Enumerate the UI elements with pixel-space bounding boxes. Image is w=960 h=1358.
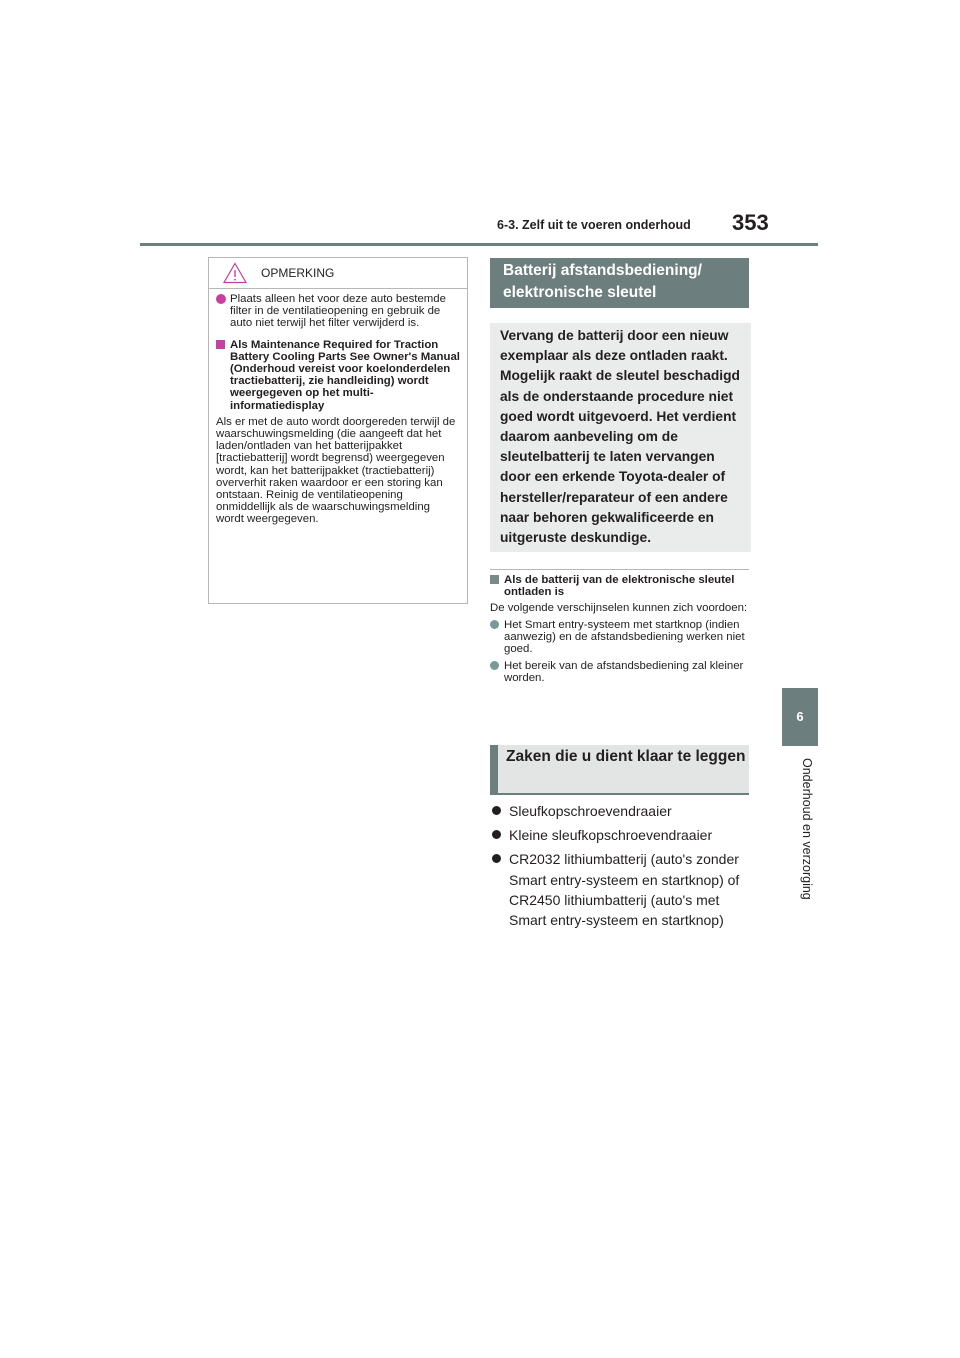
bullet-dot-icon <box>492 830 501 839</box>
battery-section-title: Batterij afstandsbediening/ elektronische sleutel <box>490 258 749 308</box>
bullet-dot-icon <box>492 806 501 815</box>
bullet-dot-icon <box>492 854 501 863</box>
warning-triangle-icon <box>223 262 247 284</box>
list-item <box>490 825 752 845</box>
notice-header <box>209 258 467 289</box>
chapter-tab[interactable]: 6 <box>782 688 818 746</box>
discharged-heading <box>490 574 748 598</box>
notice-bullet <box>216 293 460 330</box>
bullet-dot-icon <box>490 661 499 670</box>
discharged-intro: De volgende verschijnselen kunnen zich voordoen: <box>490 602 748 614</box>
list-item-text: Het bereik van de afstandsbediening zal kleiner worden. <box>504 660 744 684</box>
battery-intro: Vervang de batterij door een nieuw exemplaar als deze ontladen raakt. Mogelijk raakt de sleutel beschadigd als de onderstaande procedure niet goed wordt uitgevoerd. Het verdient daarom aanbeveling om de sleutelbatterij te laten vervangen door een erkende Toyota-dealer of hersteller/reparateur of een andere naar behoren gekwalificeerde en uitgeruste deskundige. <box>490 323 751 552</box>
list-item <box>490 619 748 655</box>
chapter-title: Onderhoud en verzorging <box>800 758 814 900</box>
discharged-heading-text: Als de batterij van de elektronische sleutel ontladen is <box>504 574 735 598</box>
square-bullet-icon <box>490 575 499 584</box>
section-title: 6-3. Zelf uit te voeren onderhoud <box>497 218 691 232</box>
notice-box <box>208 257 468 604</box>
notice-body <box>216 293 460 526</box>
bullet-dot-icon <box>490 620 499 629</box>
list-item <box>490 849 752 930</box>
list-item-text: Sleufkopschroevendraaier <box>509 803 672 819</box>
notice-heading-text: Als Maintenance Required for Traction Battery Cooling Parts See Owner's Manual (Onderhoud vereist voor koelonderdelen tractiebatterij, zie handleiding) wordt weergegeven op het multi-informatiedisplay <box>230 338 460 412</box>
notice-bullet-text: Plaats alleen het voor deze auto bestemde filter in de ventilatieopening en gebruik de auto niet terwijl het filter verwijderd is. <box>230 293 446 330</box>
tools-list <box>490 801 752 934</box>
square-bullet-icon <box>216 340 225 349</box>
list-item-text: Kleine sleufkopschroevendraaier <box>509 827 713 844</box>
list-item-text: CR2032 lithiumbatterij (auto's zonder Smart entry-systeem en startknop) of CR2450 lithiumbatterij (auto's met Smart entry-systeem en startknop) <box>509 851 740 929</box>
bullet-dot-icon <box>216 294 226 304</box>
list-item <box>490 660 748 684</box>
prepare-section-title: Zaken die u dient klaar te leggen <box>490 745 749 795</box>
page-number: 353 <box>732 210 769 235</box>
notice-label: OPMERKING <box>261 266 335 280</box>
divider <box>490 569 749 570</box>
list-item <box>490 801 752 821</box>
notice-paragraph: Als er met de auto wordt doorgereden terwijl de waarschuwingsmelding (die aangeeft dat het laden/ontladen van het batterijpakket [tractiebatterij] wordt begrensd) weergegeven wordt, kan het batterijpakket (tractiebatterij) oververhit raken waardoor er een storing kan ontstaan. Reinig de ventilatieopening onmiddellijk als de waarschuwingsmelding wordt weergegeven. <box>216 415 456 526</box>
discharged-section <box>490 574 748 684</box>
header-rule <box>140 243 818 246</box>
notice-subheading <box>216 339 460 412</box>
list-item-text: Het Smart entry-systeem met startknop (indien aanwezig) en de afstandsbediening werken niet goed. <box>504 619 745 655</box>
